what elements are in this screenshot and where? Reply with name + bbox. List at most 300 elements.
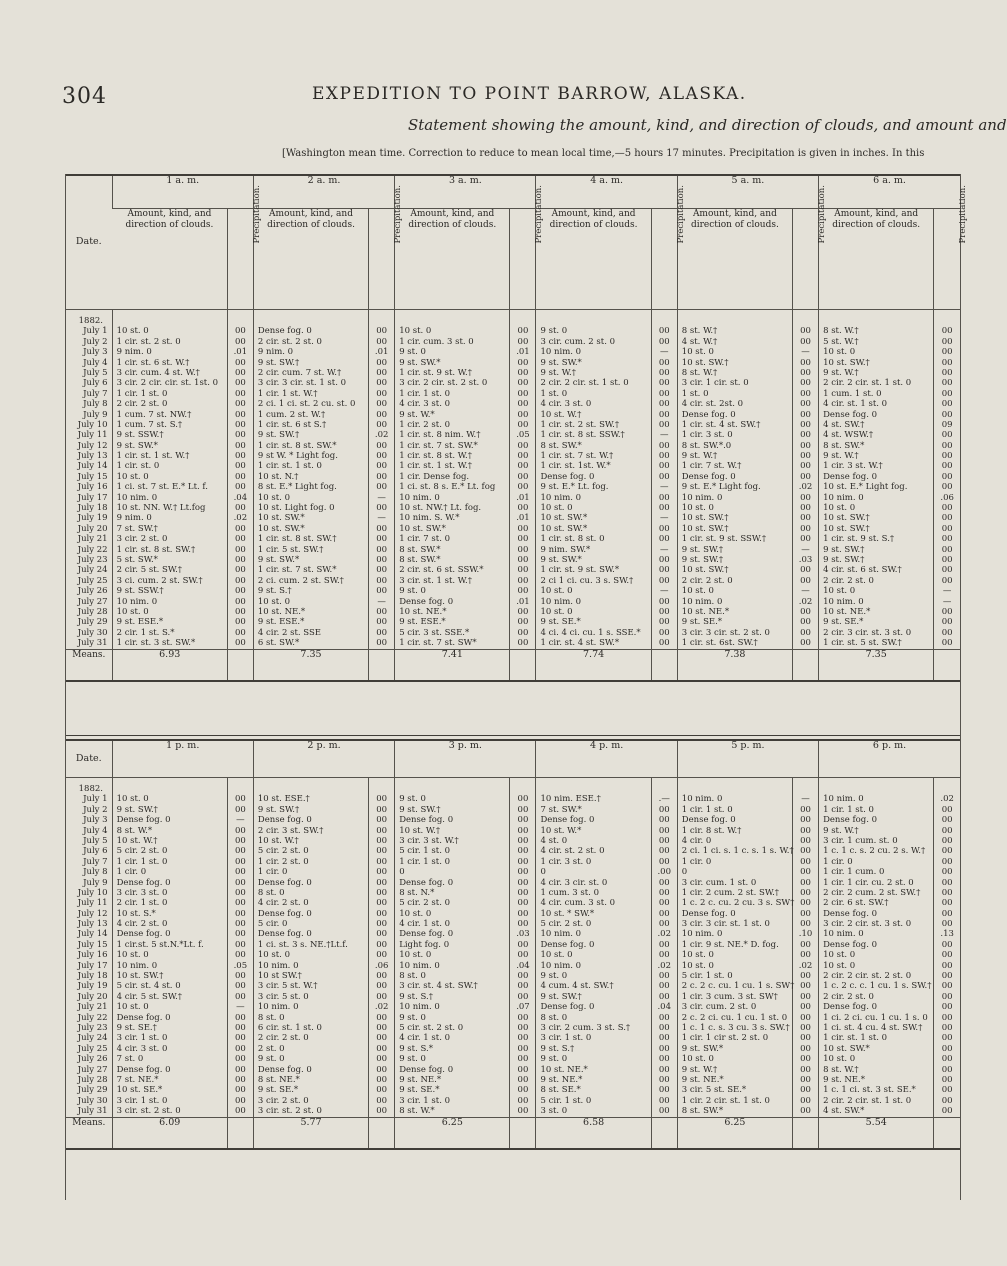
date-cell (66, 628, 112, 649)
precip-cell (369, 420, 395, 472)
precip-cell (227, 628, 253, 649)
precip-value: 00 (658, 378, 670, 389)
date-line: July 23 (77, 1023, 108, 1033)
cloud-observation: 10 st. 0 (823, 586, 856, 597)
spacer (823, 784, 930, 794)
precip-value: 00 (517, 586, 529, 597)
precip-value: 00 (376, 627, 388, 638)
date-line: July 2 (83, 804, 108, 815)
mean-value: 7.41 (395, 649, 510, 681)
precip-value: 00 (234, 1033, 246, 1044)
precip-value: 00 (941, 606, 953, 617)
cloud-observation: 3 cir. 5 st. 0 (257, 991, 309, 1002)
precip-value: 00 (234, 409, 246, 420)
cloud-observation: 9 st. S.† (257, 586, 292, 597)
precip-value: .04 (516, 960, 530, 971)
clouds-cell (395, 310, 510, 368)
cloud-observation: 1 st. 0 (540, 388, 568, 399)
precip-value: — (660, 544, 669, 555)
precip-cell (227, 368, 253, 420)
cloud-observation: Dense fog. 0 (257, 1064, 312, 1075)
precip-value: 00 (234, 950, 246, 961)
cloud-observation: 9 st. SW.† (540, 991, 582, 1002)
cloud-observation: 10 nim. 0 (116, 960, 158, 971)
precip-cell (369, 368, 395, 420)
cloud-observation: 1 cir. st. 8 st. SW.† (257, 534, 337, 545)
precip-cell (793, 940, 819, 992)
precip-value: 00 (800, 867, 811, 878)
means-label: Means. (66, 649, 112, 681)
precip-value: 00 (517, 794, 529, 805)
precip-value: 00 (234, 1074, 246, 1085)
precip-value: 00 (517, 887, 529, 898)
mean-precip-blank (651, 1117, 677, 1149)
cloud-observation: Dense fog. 0 (823, 409, 878, 420)
precip-cell (793, 628, 819, 649)
precip-value: 00 (234, 794, 246, 805)
cloud-observation: 8 st. W.† (823, 1064, 859, 1075)
mean-value: 7.38 (677, 649, 792, 681)
precip-value: 00 (376, 898, 388, 909)
cloud-observation: 1 cir. st. 9 st. W.† (399, 367, 472, 378)
cloud-observation: 1 ci. st. 3 s. NE.†Lt.f. (257, 939, 348, 950)
precip-cell (510, 310, 536, 368)
precip-value: 00 (800, 419, 811, 430)
precip-value: 00 (234, 1064, 246, 1075)
precip-value: 00 (800, 638, 811, 649)
cloud-observation: 1 cir. 1 cum. 0 (823, 867, 885, 878)
pm-date-group (66, 992, 960, 1044)
precip-cell (369, 628, 395, 649)
cloud-observation: 3 cir. 1 st. 0 (399, 1095, 451, 1106)
cloud-observation: Dense fog. 0 (116, 877, 171, 888)
cloud-observation: 4 cir. 3 st. 0 (399, 399, 451, 410)
cloud-observation: 9 st. S.* (399, 1043, 433, 1054)
cloud-observation: 10 st. SW.* (399, 523, 446, 534)
precipitation-header-label: Precipitation. (675, 185, 686, 244)
clouds-cell (536, 888, 651, 940)
precip-value: 00 (234, 1023, 246, 1033)
precip-value: 00 (800, 1002, 811, 1013)
cloud-observation: 8 st. W.* (116, 825, 153, 836)
pm-date-group (66, 888, 960, 940)
precip-value: 00 (800, 523, 811, 534)
cloud-observation: 0 (681, 867, 688, 878)
precip-value: 00 (234, 939, 246, 950)
clouds-cell (677, 628, 792, 649)
precip-value: 00 (517, 440, 529, 451)
precip-value: 00 (517, 617, 529, 628)
precip-value: 00 (941, 960, 953, 971)
cloud-observation: 10 st. 0 (681, 960, 714, 971)
precip-value: 00 (517, 1074, 529, 1085)
precip-value: 00 (234, 419, 246, 430)
cloud-observation: 9 st. 0 (399, 586, 426, 597)
clouds-cell (253, 992, 368, 1044)
precip-value: 00 (800, 378, 811, 389)
precip-value: 00 (376, 471, 388, 482)
precip-value: 00 (800, 565, 811, 576)
precip-value: 00 (517, 1064, 529, 1075)
date-line: July 8 (83, 399, 108, 410)
precip-value: .02 (798, 596, 813, 607)
cloud-observation: 1 cir. st. 7 st. SW.* (399, 440, 478, 451)
precip-cell (793, 576, 819, 628)
precip-value: 00 (941, 877, 953, 888)
pm-date-group (66, 1096, 960, 1117)
cloud-observation: 9 st. W.† (823, 367, 859, 378)
am-date-group (66, 368, 960, 420)
precip-value: 00 (658, 1054, 670, 1065)
precip-value: .06 (374, 960, 389, 971)
precip-value: 00 (517, 378, 529, 389)
precip-value: 00 (800, 835, 811, 846)
precip-value: 00 (800, 1085, 811, 1096)
date-line: July 16 (77, 482, 108, 493)
precip-value: 00 (658, 367, 670, 378)
precip-value: .01 (516, 596, 530, 607)
cloud-observation: 1 cir. st. 5 st. SW.† (823, 638, 902, 649)
precip-value: 00 (800, 513, 811, 524)
cloud-observation: 10 st. Light fog. 0 (257, 503, 335, 514)
precip-value: 00 (234, 336, 246, 347)
precip-value: 00 (658, 919, 670, 930)
precip-value: 00 (517, 399, 529, 410)
cloud-observation: 9 st. SE.* (823, 617, 864, 628)
cloud-observation: 10 st. N.† (257, 471, 299, 482)
cloud-observation: 9 st. SW.† (116, 804, 158, 815)
precip-cell (651, 940, 677, 992)
clouds-cell (112, 310, 227, 368)
cloud-observation: 2 ci. 1 ci. st. 2 cu. st. 0 (257, 399, 356, 410)
precip-value: 00 (234, 555, 246, 565)
precip-value: 00 (800, 1012, 811, 1023)
precip-value: 00 (658, 1064, 670, 1075)
cloud-observation: 10 st. E.* Light fog. (823, 482, 908, 493)
precip-value: 00 (941, 846, 953, 857)
mean-precip-blank (510, 649, 536, 681)
date-line: July 7 (83, 856, 108, 867)
pm-hour-header: 2 p. m. (253, 741, 394, 778)
precip-value: .06 (940, 492, 954, 503)
precip-value: 00 (376, 586, 388, 597)
clouds-cell (819, 420, 934, 472)
cloud-observation: 10 st. SW.† (681, 523, 729, 534)
cloud-observation: 9 st. 0 (540, 326, 568, 337)
cloud-observation: 9 st. SW.† (257, 357, 300, 368)
precip-value: — (942, 596, 952, 607)
cloud-observation: 1 cir. st. 0 (116, 461, 160, 472)
cloud-observation: 4 cir. 3 st. 0 (540, 399, 592, 410)
precip-value: 00 (517, 971, 529, 982)
cloud-observation: 9 st. SW.* (116, 440, 158, 451)
precip-value: 00 (658, 991, 670, 1002)
cloud-observation: 10 nim. 0 (116, 492, 158, 503)
precipitation-header-label: Precipitation. (534, 185, 545, 244)
am-hour-header: 6 a. m. (819, 175, 960, 209)
cloud-observation: 10 nim. 0 (823, 596, 864, 607)
precip-value: 00 (800, 388, 811, 399)
precip-value: 00 (517, 908, 529, 919)
precip-value: 00 (941, 1085, 953, 1096)
precip-value: 00 (941, 856, 953, 867)
precip-value: 00 (376, 638, 388, 649)
precip-cell (227, 888, 253, 940)
cloud-observation: Dense fog. 0 (823, 1002, 878, 1013)
precipitation-header-label: Precipitation. (251, 185, 262, 244)
cloud-observation: 10 st. 0 (116, 606, 149, 617)
cloud-observation: 10 st. S.* (116, 908, 156, 919)
cloud-observation: 1 cir. st. 1 st. W.† (116, 451, 190, 462)
precip-value: 00 (800, 1106, 811, 1117)
precip-value: 00 (376, 367, 388, 378)
precip-value: 00 (658, 503, 670, 514)
precip-cell (369, 940, 395, 992)
cloud-observation: 9 st. SW.† (257, 804, 300, 815)
cloud-observation: 8 st. SW.* (681, 1106, 724, 1117)
cloud-observation: Dense fog. 0 (257, 326, 312, 337)
precip-value: 00 (658, 981, 670, 992)
cloud-observation: 1 cir. 2 cir. st. 1 st. 0 (681, 1095, 770, 1106)
precip-value: .10 (798, 929, 813, 940)
precip-value: 00 (941, 326, 953, 337)
spacer (652, 784, 677, 794)
precip-value: — (660, 482, 669, 493)
clouds-cell (536, 524, 651, 576)
cloud-observation: 10 nim. 0 (540, 929, 582, 940)
cloud-observation: 2 cir. 2 st. 0 (681, 575, 733, 586)
cloud-observation: 2 ci 1 ci. cu. 3 s. SW.† (540, 575, 634, 586)
precip-value: 00 (941, 523, 953, 534)
precip-value: 00 (234, 586, 246, 597)
clouds-cell (677, 836, 792, 888)
precip-cell (510, 524, 536, 576)
precip-value: 00 (658, 523, 670, 534)
cloud-observation: 9 st. NE.* (681, 1074, 724, 1085)
precip-cell (227, 1096, 253, 1117)
precip-value: 00 (800, 908, 811, 919)
cloud-observation: 10 st. W.† (399, 825, 441, 836)
clouds-cell (536, 1096, 651, 1117)
precip-cell (793, 1044, 819, 1096)
precip-value: 00 (234, 326, 246, 337)
precip-value: 00 (234, 565, 246, 576)
precip-value: .02 (798, 482, 813, 493)
date-line: July 20 (77, 991, 108, 1002)
precip-cell (934, 310, 960, 368)
date-cell (66, 524, 112, 576)
precip-value: 00 (800, 877, 811, 888)
table-outer-right-rule (960, 174, 961, 1200)
cloud-observation: 10 st. NW.† Lt. fog. (399, 503, 482, 514)
cloud-observation: 3 cir. 3 cir. st. 1 st. 0 (257, 378, 347, 389)
cloud-observation: 1 cir. 8 st. W.† (681, 825, 742, 836)
cloud-observation: 4 cir. 2 st. 0 (257, 898, 309, 909)
precip-value: 00 (941, 1064, 953, 1075)
precipitation-header (510, 185, 545, 310)
clouds-cell (677, 472, 792, 524)
cloud-observation: 8 st. 0 (257, 887, 285, 898)
clouds-cell (112, 778, 227, 836)
precip-cell (227, 940, 253, 992)
cloud-observation: 10 nim. 0 (681, 492, 723, 503)
cloud-observation: 10 nim. 0 (399, 1002, 440, 1013)
cloud-observation: 9 st. W.† (681, 451, 718, 462)
clouds-cell (395, 1044, 510, 1096)
cloud-observation: 9 st. SE.* (257, 1085, 299, 1096)
clouds-cell (395, 836, 510, 888)
precipitation-header (934, 185, 969, 310)
precip-value: 00 (234, 596, 246, 607)
precip-value: 00 (234, 835, 246, 846)
cloud-observation: 9 st. SE.* (399, 1085, 440, 1096)
precip-value: 00 (941, 1106, 953, 1117)
cloud-observation: 1 cir. 2 cum. 2 st. SW.† (681, 887, 780, 898)
clouds-cell (112, 992, 227, 1044)
precip-value: 00 (376, 939, 388, 950)
cloud-observation: 2 cir. cum. 7 st. W.† (257, 367, 342, 378)
precip-value: 00 (517, 856, 529, 867)
am-hour-header: 1 a. m. (112, 175, 253, 209)
precip-cell (934, 1044, 960, 1096)
precip-value: 00 (517, 357, 529, 368)
cloud-observation: 2 cir. 5 st. SW.† (116, 565, 183, 576)
precip-value: 00 (800, 1064, 811, 1075)
precip-cell (934, 472, 960, 524)
precip-value: 00 (658, 492, 670, 503)
spacer (369, 316, 394, 326)
clouds-cell (677, 939, 795, 992)
precip-value: 00 (376, 575, 388, 586)
date-line: July 21 (77, 534, 108, 545)
precip-value: 00 (658, 898, 670, 909)
cloud-observation: 10 st. 0 (116, 326, 149, 337)
precip-value: 00 (800, 919, 811, 930)
cloud-observation: 1 ci. st. 7 st. E.* Lt. f. (116, 482, 208, 493)
precip-value: 00 (800, 846, 811, 857)
cloud-observation: Dense fog. 0 (540, 939, 595, 950)
precip-value: 00 (800, 1074, 811, 1085)
spacer (793, 316, 818, 326)
precip-cell (651, 524, 677, 576)
cloud-observation: 10 st. ESE.† (257, 794, 310, 805)
precip-value: 00 (658, 440, 670, 451)
precip-value: 00 (376, 887, 388, 898)
cloud-observation: 8 st. 0 (399, 971, 426, 982)
precip-value: 00 (800, 1043, 811, 1054)
am-table (66, 174, 969, 682)
cloud-observation: 2 cir. 2 cir. st. 2 st. 0 (823, 971, 912, 982)
precip-value: 00 (941, 887, 953, 898)
precip-value: .02 (657, 960, 672, 971)
precip-value: 00 (517, 950, 529, 961)
cloud-observation: 10 st. SW.* (540, 513, 588, 524)
cloud-observation: Dense fog. 0 (399, 596, 454, 607)
precip-value: 00 (941, 357, 953, 368)
cloud-observation: 10 st. 0 (681, 347, 714, 358)
cloud-observation: 1 ci. 2 ci. cu. 1 cu. 1 s. 0 (823, 1012, 928, 1023)
cloud-observation: 10 st. W.† (540, 409, 582, 420)
pm-hour-header: 1 p. m. (112, 741, 253, 778)
precip-value: .05 (516, 430, 530, 441)
precip-value: 00 (941, 513, 953, 524)
precip-value: 00 (658, 555, 670, 565)
precip-value: 00 (376, 388, 388, 399)
cloud-observation: Dense fog. 0 (823, 471, 878, 482)
precip-value: 00 (800, 887, 811, 898)
cloud-observation: 3 cir. 1 cum. st. 0 (823, 835, 898, 846)
clouds-cell (395, 524, 510, 576)
precip-cell (369, 1044, 395, 1096)
cloud-observation: Dense fog. 0 (823, 815, 878, 826)
precip-cell (793, 524, 819, 576)
precip-value: 00 (800, 606, 811, 617)
precip-value: 00 (658, 1012, 670, 1023)
precip-value: 00 (517, 451, 529, 462)
precip-value: 00 (376, 451, 388, 462)
precip-value: 00 (234, 908, 246, 919)
cloud-observation: 10 nim. 0 (823, 794, 864, 805)
precip-value: 00 (517, 503, 529, 514)
am-hour-header: 5 a. m. (677, 175, 818, 209)
precip-value: 00 (234, 575, 246, 586)
date-line: July 6 (83, 378, 108, 389)
cloud-observation: 9 st. 0 (399, 794, 426, 805)
cloud-observation: 1 cir. st. 4 st. SW.† (681, 419, 761, 430)
date-line: July 13 (77, 451, 108, 462)
precip-value: 00 (376, 1033, 388, 1044)
cloud-observation: Dense fog. 0 (116, 929, 171, 940)
date-line: July 14 (77, 929, 108, 940)
precip-cell (934, 576, 960, 628)
cloud-observation: 10 st. 0 (540, 586, 573, 597)
precip-value: 00 (658, 825, 670, 836)
amount-kind-direction-header: Amount, kind, and direction of clouds. (677, 209, 792, 310)
spacer (399, 784, 506, 794)
precip-value: 00 (658, 617, 670, 628)
precip-cell (227, 576, 253, 628)
precip-cell (227, 472, 253, 524)
precip-value: 00 (941, 991, 953, 1002)
spacer (399, 316, 506, 326)
cloud-observation: 9 st. SW.† (823, 544, 865, 555)
date-line: July 21 (77, 1002, 108, 1013)
date-cell (66, 1044, 112, 1096)
clouds-cell (819, 576, 934, 628)
precip-cell (651, 472, 677, 524)
cloud-observation: 1 ci. st. 4 cu. 4 st. SW.† (823, 1023, 923, 1033)
precip-cell (793, 836, 819, 888)
clouds-cell (536, 940, 651, 992)
clouds-cell (395, 628, 510, 649)
clouds-cell (253, 940, 368, 992)
cloud-observation: 9 nim. SW.* (540, 544, 591, 555)
precip-value: 00 (941, 378, 953, 389)
precip-value: — (801, 347, 810, 358)
cloud-observation: 9 st. SW.* (257, 555, 300, 565)
cloud-observation: 5 cir. st. 4 st. 0 (116, 981, 181, 992)
cloud-observation: 5 cir. 2 st. 0 (540, 919, 592, 930)
spacer (228, 316, 253, 326)
precip-value: 00 (376, 1043, 388, 1054)
precip-cell (793, 368, 819, 420)
cloud-observation: 3 cir. cum. 4 st. W.† (116, 367, 200, 378)
mean-value: 7.35 (253, 649, 368, 681)
precip-value: 00 (517, 555, 529, 565)
cloud-observation: 4 st. SW.* (823, 1106, 865, 1117)
cloud-observation: 1 cir. st. 8 nim. W.† (399, 430, 481, 441)
cloud-observation: 10 nim. 0 (681, 929, 723, 940)
